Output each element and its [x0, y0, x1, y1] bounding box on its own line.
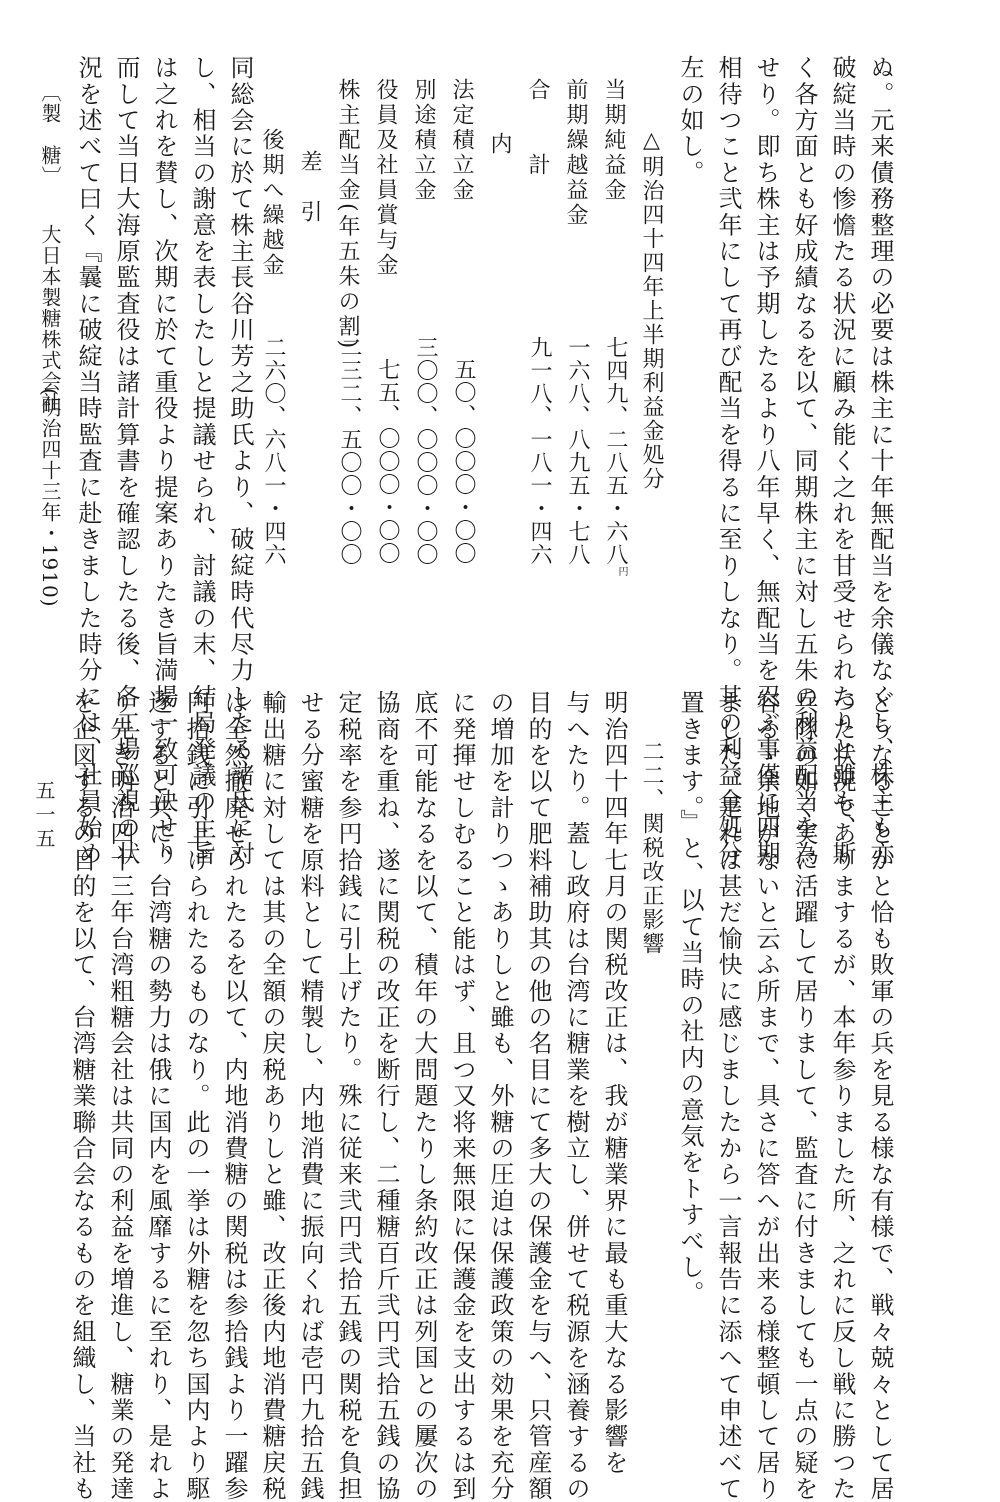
top-paragraph-line-6: 左の如し。: [676, 55, 704, 186]
bottom-paragraph2-line-3: 目的を以て肥料補助其の他の名目にて多大の保護金を与へ、只管産額: [524, 690, 552, 1502]
bottom-paragraph2-line-15: を企図するの目的を以て、台湾糖業聯合会なるものを組織し、当社も: [68, 690, 96, 1502]
bottom-paragraph2-line-5: に発揮せしむること能はず、且つ又将来無限に保護金を支出するは到: [448, 690, 476, 1502]
bottom-paragraph-line-3: 兵隊の如く実に活躍して居りまして、監査に付きましても一点の疑を: [790, 690, 818, 1502]
bottom-paragraph2-line-9: せる分蜜糖を原料として精製し、内地消費に振向くれば壱円九拾五銭: [296, 690, 324, 1502]
row-label-dividend: 株主配当金(年五朱の割): [335, 78, 360, 352]
top-paragraph2-line-2: し、相当の謝意を表したしと提議せられ、討議の末、結局発議の主旨: [188, 55, 216, 868]
row-label-carried-forward: 前期繰越益金: [563, 78, 588, 228]
top-paragraph2-line-5: 況を述べて曰く『曩に破綻当時監査に赴きました時分には、社員始め: [74, 55, 102, 868]
top-paragraph-line-2: 破綻当時の惨憺たる状況に顧み能く之れを甘受せられたりと雖も、斯: [828, 55, 856, 868]
running-head-company: 大日本製糖株式会社: [38, 224, 62, 413]
row-label-legal-reserve: 法定積立金: [449, 78, 474, 203]
bottom-paragraph-line-2: つた状況でありまするが、本年参りました所、之れに反し戦に勝つた: [828, 690, 856, 1502]
bottom-paragraph2-line-1: 明治四十四年七月の関税改正は、我が糖業界に最も重大なる影響を: [600, 690, 628, 1477]
bottom-paragraph2-line-8: 定税率を参円拾銭に引上げたり。殊に従来弐円弐拾五銭の関税を負担: [334, 690, 362, 1502]
page-number: 五一五: [32, 780, 56, 852]
row-amount-total: 九一八、一八一・四六: [527, 336, 552, 566]
bottom-paragraph2-line-14: り先き明治四十三年台湾粗糖会社は共同の利益を増進し、糖業の発達: [106, 690, 134, 1502]
bottom-paragraph-line-6: 置きます。』と、以て当時の社内の意気をトすべし。: [676, 690, 704, 1307]
row-amount-legal-reserve: 五〇、〇〇〇・〇〇: [451, 358, 476, 565]
top-paragraph2-line-1: 同総会に於て株主長谷川芳之助氏より、破綻時代尽力したる諸氏に対: [226, 55, 254, 868]
running-head-category: 〔製 糖〕: [38, 82, 62, 187]
yen-unit: 円: [616, 566, 627, 577]
row-label-special-reserve: 別途積立金: [411, 78, 436, 203]
row-label-total: 合 計: [525, 78, 550, 178]
row-label-current-profit: 当期純益金: [601, 78, 626, 203]
bottom-paragraph2-line-10: 輸出糖に対しては其の全額の戻税ありしと雖、改正後内地消費糖戻税: [258, 690, 286, 1502]
profit-table-title: △明治四十四年上半期利益金処分: [639, 128, 664, 491]
row-amount-dividend: 二三二、五〇〇・〇〇: [337, 336, 362, 566]
row-label-bonus: 役員及社員賞与金: [373, 78, 398, 278]
bottom-paragraph-line-4: 容るゝ余地がないと云ふ所まで、具さに答へが出来る様整頓して居り: [752, 690, 780, 1502]
running-head-era: (明治四十三年・1910): [38, 388, 62, 608]
bottom-paragraph2-line-11: は全然撤廃せられたるを以て、内地消費糖の関税は参拾銭より一躍参: [220, 690, 248, 1502]
row-amount-carried-forward: 一六八、八九五・七八: [565, 336, 590, 566]
bottom-paragraph2-line-2: 与へたり。蓋し政府は台湾に糖業を樹立し、併せて税源を涵養するの: [562, 690, 590, 1502]
bottom-paragraph-line-1: どうなることかと恰も敗軍の兵を見る様な有様で、戦々兢々として居: [866, 690, 894, 1502]
top-paragraph-line-5: 相待つこと弐年にして再び配当を得るに至りしなり。其の利益金処分: [714, 55, 742, 868]
bottom-paragraph2-line-7: 協商を重ね、遂に関税の改正を断行し、二種糖百斤弐円弐拾五銭の協: [372, 690, 400, 1502]
row-amount-next-carry: 二六〇、六八一・四六: [261, 336, 286, 566]
row-amount-bonus: 七五、〇〇〇・〇〇: [375, 358, 400, 565]
bottom-paragraph2-line-4: の増加を計りつゝありしと雖も、外糖の圧迫は保護政策の効果を充分: [486, 690, 514, 1502]
bottom-paragraph-line-5: ました。是れは甚だ愉快に感じましたから一言報告に添へて申述べて: [714, 690, 742, 1502]
top-paragraph-line-3: く各方面とも好成績なるを以て、同期株主に対し五朱の利益配当を為: [790, 55, 818, 868]
bottom-paragraph2-line-6: 底不可能なるを以て、積年の大問題たりし条約改正は列国との屢次の: [410, 690, 438, 1502]
row-label-deduction: 差 引: [297, 150, 322, 225]
top-paragraph2-line-4: 而して当日大海原監査役は諸計算書を確認したる後、各工場巡視の状: [112, 55, 140, 868]
row-amount-special-reserve: 三〇〇、〇〇〇・〇〇: [413, 336, 438, 566]
row-label-breakdown: 内: [487, 132, 512, 157]
top-paragraph2-line-3: は之れを賛し、次期に於て重役より提案ありたき旨満場一致可決せり: [150, 55, 178, 868]
top-paragraph-line-4: せり。即ち株主は予期したるより八年早く、無配当を忍ぶ事僅に四期: [752, 55, 780, 868]
row-label-next-carry: 後期へ繰越金: [259, 128, 284, 278]
section-title-tariff: 二二、関税改正影響: [639, 740, 664, 956]
top-paragraph-line-1: ぬ。元来債務整理の必要は株主に十年無配当を余儀なくし、株主も亦: [866, 55, 894, 868]
row-amount-current-profit: 七四九、二八五・六八$^円$: [603, 336, 628, 577]
bottom-paragraph2-line-12: 円拾銭に引上げられたるものなり。此の一挙は外糖を忽ち国内より駆: [182, 690, 210, 1502]
bottom-paragraph2-line-13: 逐すると共に、台湾糖の勢力は俄に国内を風靡するに至れり、是れよ: [144, 690, 172, 1502]
